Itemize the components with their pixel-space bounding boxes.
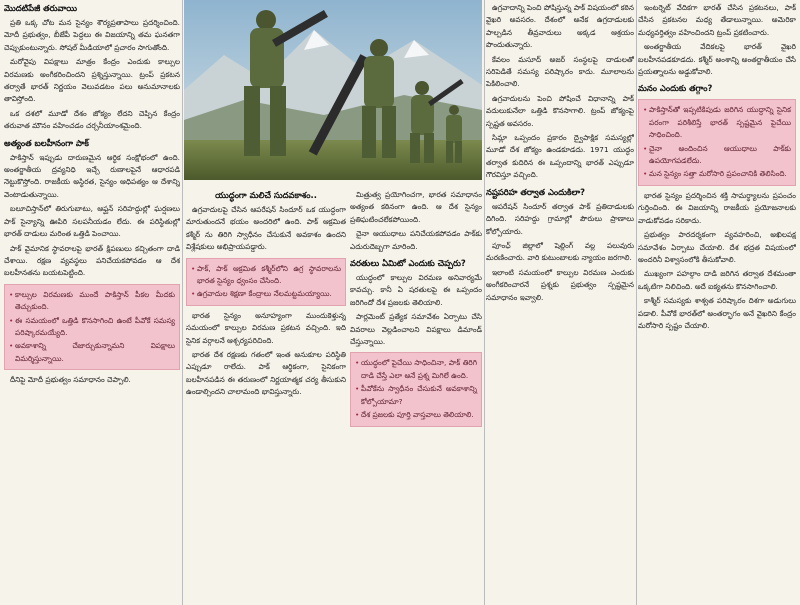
paragraph: ఉగ్రవాదులపై చేసిన ఆపరేషన్ సిందూర్ ఒక యుద్ధంగా మారుతుందనే భయం అందరిలో ఉంది. పాక్ ఆక్రమిత కశ్మీర్ ను తిరిగి స్వాధీనం చేసుకునే అవకాశం ఉందని విశ్లేషకులు అభిప్రాయపడ్డారు. — [186, 205, 346, 252]
highlight-item: • దేశ ప్రజలకు పూర్తి వాస్తవాలు తెలియాలి. — [355, 409, 477, 421]
column-4 — [486, 0, 634, 605]
column-rule — [182, 0, 183, 605]
paragraph: పాక్ వైమానిక స్థావరాలపై భారత్ క్షిపణులు కచ్చితంగా దాడి చేశాయి. రక్షణ వ్యవస్థలు పనిచేయకపోవడం ఆ దేశ బలహీనతను బయటపెట్టింది. — [4, 243, 180, 278]
lead-slug: మొదటిపేజీ తరువాయి — [4, 3, 78, 13]
paragraph: ఇంటర్నెట్ వేదికగా భారత్ చేసిన ప్రకటనలు, పాక్ చేసిన ప్రకటనల మధ్య తేడాలున్నాయి. అమెరికా మధ్యవర్తిత్వం వహించిందని ట్రంప్ ప్రకటించారు. — [638, 3, 796, 37]
paragraph: ఉగ్రవాదులను పెంచి పోషించే విధానాన్ని పాక్ వదులుకునేలా ఒత్తిడి కొనసాగాలి. ట్రంప్ జోక్యంపై స్పష్టత అవసరం. — [486, 93, 634, 128]
paragraph: మిత్రుత్వ ప్రయోగించగా, భారత సమాధానం అత్యంత కఠినంగా ఉంది. ఆ దేశ సైన్యం ప్రతిఘటించలేకపోయింది. — [350, 190, 482, 224]
paragraph: బలూచిస్తాన్‌లో తిరుగుబాటు, ఆఫ్ఘన్ సరిహద్దుల్లో ఘర్షణలు పాక్ సైన్యాన్ని ఊపిరి సలపనీయడం లేదు. ఈ పరిస్థితుల్లో భారత్ దాడులు మరింత ఒత్తిడి పెంచాయి. — [4, 204, 180, 239]
column-1 — [4, 0, 180, 605]
column-rule — [484, 0, 485, 605]
paragraph: దీనిపై మోదీ ప్రభుత్వం సమాధానం చెప్పాలి. — [10, 375, 131, 385]
column-2 — [186, 185, 346, 605]
paragraph: ఇలాంటి సమయంలో కాల్పుల విరమణ ఎందుకు అంగీకరించారనే ప్రశ్నకు ప్రభుత్వం స్పష్టమైన సమాధానం ఇవ్వాలి. — [486, 267, 634, 302]
subheading: మనం ఎందుకు తగ్గాం? — [638, 83, 713, 94]
paragraph: ఒక దశలో మూడో దేశం జోక్యం లేదని చెప్పిన కేంద్రం తరువాత మౌనం వహించడం చర్చనీయాంశమైంది. — [4, 108, 180, 131]
paragraph: చైనా ఆయుధాలు పనిచేయకపోవడం పాక్‌కు ఎదురుదెబ్బగా మారింది. — [350, 229, 482, 251]
column-rule — [636, 0, 637, 605]
subheading: నష్టపరిహ తర్వాత ఎందుకిలా? — [486, 186, 585, 197]
paragraph: పూంఛ్ జిల్లాలో షెల్లింగ్ వల్ల పలువురు మరణించారు. వారి కుటుంబాలకు న్యాయం జరగాలి. — [486, 240, 634, 263]
subheading: వరతులు ఏమిటో ఎందుకు చెప్పరు? — [350, 258, 466, 269]
highlight-item: • అవకాశాన్ని చేజార్చుకున్నామని విపక్షాలు విమర్శిస్తున్నాయి. — [9, 340, 175, 365]
paragraph: భారత దేశ రక్షణకు గతంలో ఇంత అనుకూల పరిస్థితి ఎప్పుడూ రాలేదు. పాక్ ఆర్థికంగా, సైనికంగా బలహీనపడిన ఈ తరుణంలో నిర్ణయాత్మక చర్య తీసుకుని ఉండాల్సిందని చాలామంది భావిస్తున్నారు. — [186, 350, 346, 397]
highlight-item: • చైనా అందించిన ఆయుధాలు పాక్‌కు ఉపయోగపడలేదు. — [643, 143, 791, 168]
highlight-item: • యుద్ధంలో పైచేయి సాధించినా, పాక్ తిరిగి దాడి చేస్తే ఎలా అనే ప్రశ్న మిగిలే ఉంది. — [355, 357, 477, 382]
paragraph: ఉగ్రవాదాన్ని పెంచి పోషిస్తున్న పాక్ విషయంలో కఠిన వైఖరి అవసరం. దేశంలో అనేక ఉగ్రదాడులకు పాల్పడిన తీవ్రవాదులు అక్కడ ఆశ్రయం పొందుతున్నారు. — [486, 3, 634, 50]
highlight-item: • ఈ సమయంలో ఒత్తిడి కొనసాగించి ఉంటే పీవోకే సమస్య పరిష్కారమయ్యేది. — [9, 315, 175, 340]
highlight-item: • పాక్, పాక్ ఆక్రమిత కశ్మీర్‌లోని ఉగ్ర స్థావరాలను భారత సైన్యం ధ్వంసం చేసింది. — [191, 263, 341, 288]
paragraph: కేవలం మసూద్ అజర్ సంస్థలపై దాడులతో సరిపెడితే సమస్య పరిష్కారం కాదు. మూలాలను పెకిలించాలి. — [486, 54, 634, 89]
subheading: అత్యంత బలహీనంగా పాక్ — [4, 137, 89, 148]
column-5 — [638, 0, 796, 605]
column-3 — [350, 185, 482, 605]
paragraph: పార్లమెంట్ ప్రత్యేక సమావేశం ఏర్పాటు చేసి వివరాలు వెల్లడించాలని విపక్షాలు డిమాండ్ చేస్తున్నాయి. — [350, 312, 482, 347]
paragraph: యుద్ధంలో కాల్పుల విరమణ అనివార్యమే కావచ్చు. కానీ ఏ షరతులపై ఈ ఒప్పందం జరిగిందో దేశ ప్రజలకు తెలియాలి. — [350, 273, 482, 307]
subheading: యుద్ధంగా మలిచే సుదవకాశం.. — [215, 190, 317, 200]
highlight-box — [350, 352, 482, 426]
paragraph: భారత సైన్యం అనూహ్యంగా ముందుకెళ్తున్న సమయంలో కాల్పుల విరమణ ప్రకటన వచ్చింది. ఇది సైనిక వర్గాలనే ఆశ్చర్యపరిచింది. — [186, 310, 346, 345]
paragraph: ముఖ్యంగా పహల్గాం దాడి జరిగిన తర్వాత దేశమంతా ఒక్కటిగా నిలిచింది. అదే ఐక్యతను కొనసాగించాలి. — [638, 269, 796, 291]
soldiers-photo — [184, 0, 482, 180]
highlight-item: • ఉగ్రవాదుల శిక్షణా కేంద్రాలు నేలమట్టమయ్యాయి. — [191, 288, 341, 300]
paragraph: కాశ్మీర్ సమస్యకు శాశ్వత పరిష్కారం దిశగా అడుగులు పడాలి. పీవోకే భారత్‌లో అంతర్భాగం అనే వైఖరిని కేంద్రం మరోసారి స్పష్టం చేయాలి. — [638, 296, 796, 330]
paragraph: ఆపరేషన్ సిందూర్ తర్వాత పాక్ ప్రతిదాడులకు దిగింది. సరిహద్దు గ్రామాల్లో పౌరులు ప్రాణాలు కోల్పోయారు. — [486, 201, 634, 236]
highlight-item: • కాల్పుల విరమణకు ముందే పాకిస్తాన్ పీకల మీదకు తెచ్చుకుంది. — [9, 289, 175, 314]
highlight-item: • మన సైన్యం సత్తా మరోసారి ప్రపంచానికి తెలిసింది. — [643, 168, 791, 180]
highlight-item: • పాకిస్తాన్‌తో ఇప్పటికిపుడు జరిగిన యుద్ధాన్ని సైనిక పరంగా పరిశీలిస్తే భారత్ స్పష్టమైన పైచేయి సాధించింది. — [643, 104, 791, 141]
highlight-box — [186, 258, 346, 306]
paragraph: భారత సైన్యం ప్రదర్శించిన శక్తి సామర్థ్యాలను ప్రపంచం గుర్తించింది. ఈ విజయాన్ని రాజకీయ ప్రయోజనాలకు వాడుకోవడం సరికాదు. — [638, 190, 796, 225]
soldiers-illustration — [184, 0, 482, 180]
paragraph: ప్రతి ఒక్క చోట మన సైన్యం శౌర్యప్రతాపాలు ప్రదర్శించింది. మోదీ ప్రభుత్వం, బీజేపీ పెద్దలు ఈ విజయాన్ని తమ ఘనతగా చెప్పుకుంటున్నారు. సోషల్ మీడియాలో ప్రచారం సాగుతోంది. — [4, 18, 180, 52]
paragraph: మరోవైపు విపక్షాలు మాత్రం కేంద్రం ఎందుకు కాల్పుల విరమణకు అంగీకరించిందని ప్రశ్నిస్తున్నాయి. ట్రంప్ ప్రకటన తర్వాతే భారత్ నిర్ణయం వెలువడటం పలు అనుమానాలకు తావిస్తోంది. — [4, 57, 180, 104]
paragraph: అంతర్జాతీయ వేదికలపై భారత్ వైఖరి బలహీనపడకూడదు. కశ్మీర్ అంశాన్ని అంతర్జాతీయం చేసే ప్రయత్నాలను అడ్డుకోవాలి. — [638, 42, 796, 77]
highlight-box — [4, 284, 180, 370]
paragraph: ప్రభుత్వం పారదర్శకంగా వ్యవహరించి, అఖిలపక్ష సమావేశం ఏర్పాటు చేయాలి. దేశ భద్రత విషయంలో అందరినీ విశ్వాసంలోకి తీసుకోవాలి. — [638, 230, 796, 264]
paragraph: సిమ్లా ఒప్పందం ప్రకారం ద్వైపాక్షిక సమస్యల్లో మూడో దేశ జోక్యం ఉండకూడదు. 1971 యుద్ధం తర్వాత కుదిరిన ఈ ఒప్పందాన్ని భారత్ ఎప్పుడూ గౌరవిస్తూ వచ్చింది. — [486, 133, 634, 180]
highlight-box — [638, 99, 796, 185]
paragraph: పాకిస్తాన్ ఇప్పుడు దారుణమైన ఆర్థిక సంక్షోభంలో ఉంది. అంతర్జాతీయ ద్రవ్యనిధి ఇచ్చే రుణాలపైనే ఆధారపడి నెట్టుకొస్తోంది. రాజకీయ అస్థిరత, సైన్యం ఆధిపత్యం ఆ దేశాన్ని వెంటాడుతున్నాయి. — [4, 152, 180, 199]
highlight-item: • పీవోకేను స్వాధీనం చేసుకునే అవకాశాన్ని కోల్పోయామా? — [355, 383, 477, 408]
